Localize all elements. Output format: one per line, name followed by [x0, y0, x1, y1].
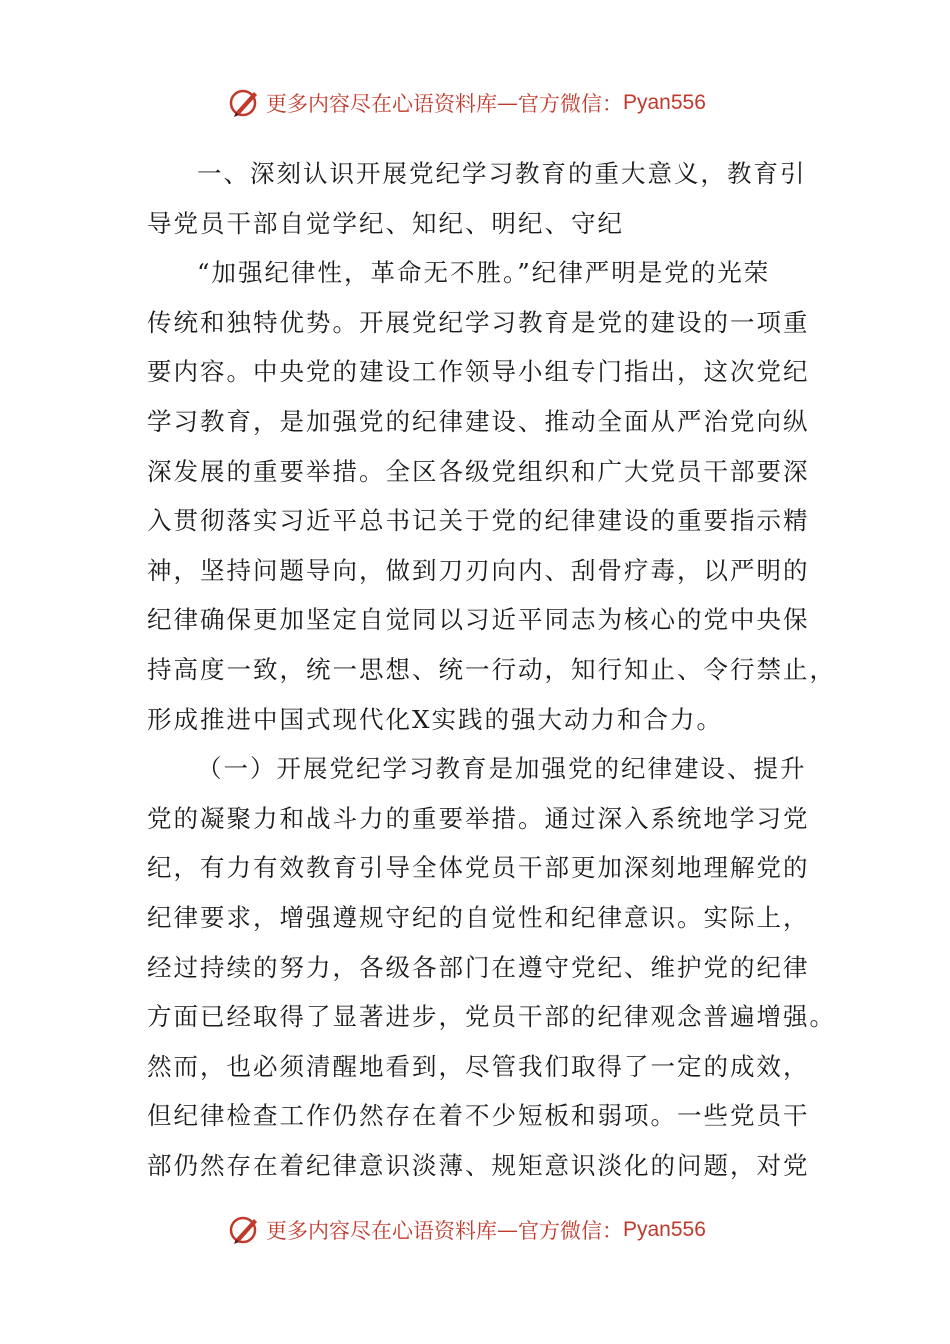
- text-line: 但纪律检查工作仍然存在着不少短板和弱项。一些党员干: [147, 1101, 810, 1131]
- text-line: 部仍然存在着纪律意识淡薄、规矩意识淡化的问题，对党: [147, 1150, 810, 1180]
- banner-wechat-id: Pyan556: [623, 91, 706, 114]
- text-line: 传统和独特优势。开展党纪学习教育是党的建设的一项重: [147, 307, 810, 337]
- pen-circle-logo-icon: [228, 86, 262, 120]
- text-line: 纪，有力有效教育引导全体党员干部更加深刻地理解党的: [147, 853, 810, 883]
- text-line: 导党员干部自觉学纪、知纪、明纪、守纪: [147, 208, 624, 238]
- text-line: 神，坚持问题导向，做到刀刃向内、刮骨疗毒，以严明的: [147, 555, 810, 585]
- text-line: 深发展的重要举措。全区各级党组织和广大党员干部要深: [147, 456, 810, 486]
- text-line: 纪律要求，增强遵规守纪的自觉性和纪律意识。实际上，: [147, 902, 810, 932]
- text-line: 入贯彻落实习近平总书记关于党的纪律建设的重要指示精: [147, 506, 810, 536]
- banner-text: 更多内容尽在心语资料库: [266, 1219, 497, 1243]
- header-watermark-banner: [228, 83, 706, 123]
- text-line: “加强纪律性，革命无不胜。”纪律严明是党的光荣: [197, 258, 771, 288]
- banner-text: 更多内容尽在心语资料库: [266, 92, 497, 116]
- banner-wechat-id: Pyan556: [623, 1218, 706, 1241]
- text-line: 要内容。中央党的建设工作领导小组专门指出，这次党纪: [147, 357, 810, 387]
- text-line: （一）开展党纪学习教育是加强党的纪律建设、提升: [197, 754, 807, 784]
- text-line: 形成推进中国式现代化X实践的强大动力和合力。: [147, 704, 723, 734]
- text-line: 纪律确保更加坚定自觉同以习近平同志为核心的党中央保: [147, 605, 810, 635]
- banner-wechat-label: 官方微信：: [518, 1219, 623, 1243]
- text-line: 持高度一致，统一思想、统一行动，知行知止、令行禁止，: [147, 654, 836, 684]
- banner-dash: —: [497, 1218, 518, 1242]
- text-line: 然而，也必须清醒地看到，尽管我们取得了一定的成效，: [147, 1051, 810, 1081]
- pen-circle-logo-icon: [228, 1213, 262, 1247]
- banner-dash: —: [497, 91, 518, 115]
- text-line: 经过持续的努力，各级各部门在遵守党纪、维护党的纪律: [147, 952, 810, 982]
- document-body: [147, 149, 836, 1190]
- text-line: 一、深刻认识开展党纪学习教育的重大意义，教育引: [197, 159, 807, 188]
- footer-watermark-banner: [228, 1210, 706, 1250]
- text-line: 学习教育，是加强党的纪律建设、推动全面从严治党向纵: [147, 406, 810, 436]
- text-line: 方面已经取得了显著进步，党员干部的纪律观念普遍增强。: [147, 1002, 836, 1032]
- banner-wechat-label: 官方微信：: [518, 92, 623, 116]
- text-line: 党的凝聚力和战斗力的重要举措。通过深入系统地学习党: [147, 803, 810, 833]
